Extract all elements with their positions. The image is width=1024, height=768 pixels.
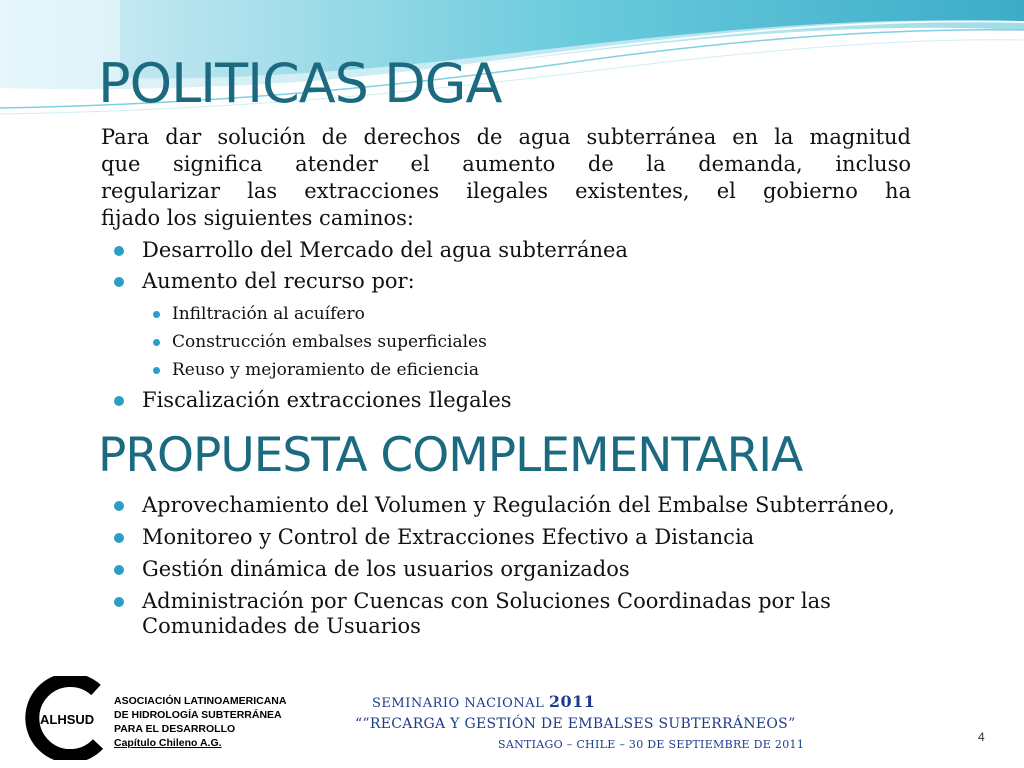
intro-line: regularizar las extracciones ilegales existentes, el gobierno ha [101,179,911,203]
list-item [100,269,902,294]
seminar-title [372,692,595,711]
bullet-icon [114,396,124,406]
list-item-text: Aumento del recurso por: [142,269,415,293]
list-item [100,388,902,413]
list-item-text: Gestión dinámica de los usuarios organizados [142,557,630,581]
association-name [114,694,286,750]
seminar-subtitle: “”RECARGA Y GESTIÓN DE EMBALSES SUBTERRÁNEOS” [355,716,796,732]
bullet-icon [114,501,124,511]
association-line: DE HIDROLOGÍA SUBTERRÁNEA [114,709,282,721]
list-item [100,557,902,582]
sub-list-item-text: Reuso y mejoramiento de eficiencia [172,360,479,380]
intro-line: que significa atender el aumento de la demanda, incluso [101,152,911,176]
list-item-text: Administración por Cuencas con Soluciones Coordinadas por las Comunidades de Usuarios [142,589,831,638]
sub-list-item [100,328,920,356]
proposal-list [100,493,920,646]
bullet-icon [153,311,160,318]
alhsud-logo [18,676,110,760]
list-item [100,238,902,263]
intro-line: Para dar solución de derechos de agua subterránea en la magnitud [101,125,911,149]
logo-text: ALHSUD [40,712,95,727]
bullet-icon [153,367,160,374]
bullet-icon [114,597,124,607]
section-title: PROPUESTA COMPLEMENTARIA [98,428,803,483]
association-line: ASOCIACIÓN LATINOAMERICANA [114,695,287,707]
list-item [100,493,902,518]
bullet-icon [114,246,124,256]
bullet-icon [114,277,124,287]
sub-list-item-text: Construcción embalses superficiales [172,332,487,352]
intro-paragraph [101,124,911,232]
slide-title: POLITICAS DGA [98,52,502,115]
policy-list [100,238,920,419]
list-item [100,525,902,550]
intro-line: fijado los siguientes caminos: [101,206,414,230]
bullet-icon [114,533,124,543]
list-item-text: Fiscalización extracciones Ilegales [142,388,512,412]
sub-list-item-text: Infiltración al acuífero [172,304,365,324]
seminar-place-date: SANTIAGO – CHILE – 30 DE SEPTIEMBRE DE 2011 [498,738,805,751]
association-chapter: Capítulo Chileno A.G. [114,737,222,749]
association-line: PARA EL DESARROLLO [114,723,236,735]
seminar-year: 2011 [548,692,596,711]
list-item-text: Desarrollo del Mercado del agua subterránea [142,238,628,262]
sub-list-item [100,356,920,384]
list-item-text: Aprovechamiento del Volumen y Regulación del Embalse Subterráneo, [142,493,896,517]
sub-list-item [100,300,920,328]
seminar-label: SEMINARIO NACIONAL [372,696,545,711]
bullet-icon [114,565,124,575]
page-number: 4 [978,730,985,744]
bullet-icon [153,339,160,346]
list-item-text: Monitoreo y Control de Extracciones Efectivo a Distancia [142,525,755,549]
list-item [100,589,902,639]
